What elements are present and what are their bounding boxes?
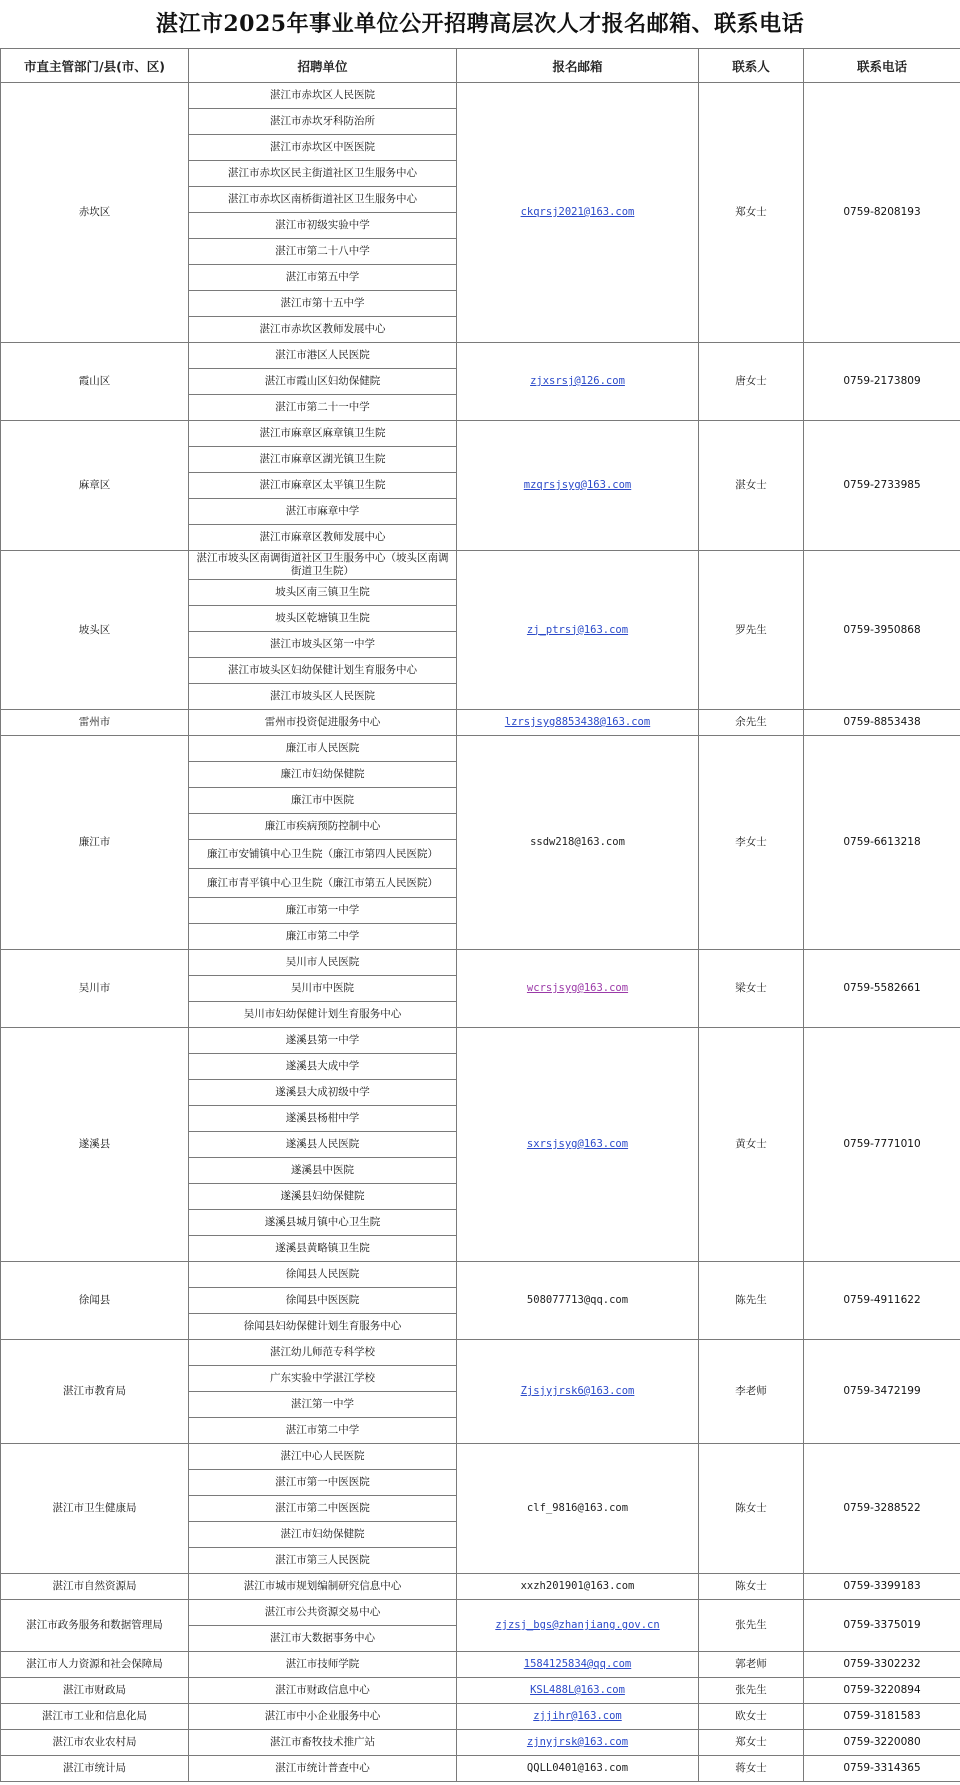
table-row [1,1704,960,1730]
email-link[interactable]: sxrsjsyg@163.com [526,1138,629,1150]
dept-cell: 湛江市教育局 [1,1340,189,1444]
unit-cell: 遂溪县杨柑中学 [189,1106,457,1132]
unit-cell: 湛江市坡头区人民医院 [189,684,457,710]
unit-cell: 湛江市第二十八中学 [189,239,457,265]
dept-cell: 吴川市 [1,950,189,1028]
email-text: clf_9816@163.com [526,1502,629,1514]
unit-cell: 雷州市投资促进服务中心 [189,710,457,736]
unit-cell: 湛江市统计普查中心 [189,1756,457,1782]
unit-cell: 坡头区乾塘镇卫生院 [189,606,457,632]
unit-cell: 遂溪县人民医院 [189,1132,457,1158]
unit-cell: 湛江市赤坎牙科防治所 [189,109,457,135]
email-text: ssdw218@163.com [530,836,625,848]
unit-cell: 湛江市麻章中学 [189,499,457,525]
unit-cell: 湛江市第二中医医院 [189,1496,457,1522]
phone-cell: 0759-5582661 [804,950,960,1028]
unit-cell: 湛江市麻章区麻章镇卫生院 [189,421,457,447]
unit-cell: 湛江中心人民医院 [189,1444,457,1470]
table-row [1,551,960,580]
email-cell [457,1262,699,1340]
unit-cell: 吴川市中医院 [189,976,457,1002]
unit-cell: 湛江市第二中学 [189,1418,457,1444]
email-cell [457,710,699,736]
dept-cell: 霞山区 [1,343,189,421]
email-cell [457,1340,699,1444]
unit-cell: 遂溪县城月镇中心卫生院 [189,1210,457,1236]
unit-cell: 湛江市财政信息中心 [189,1678,457,1704]
contact-cell: 蒋女士 [699,1756,804,1782]
unit-cell: 湛江市初级实验中学 [189,213,457,239]
contact-cell: 李女士 [699,736,804,950]
unit-cell: 湛江市技师学院 [189,1652,457,1678]
table-row [1,83,960,109]
email-link[interactable]: KSL488L@163.com [530,1684,625,1696]
header-phone: 联系电话 [804,49,960,83]
email-link[interactable]: wcrsjsyg@163.com [526,982,629,994]
unit-cell: 湛江市赤坎区民主街道社区卫生服务中心 [189,161,457,187]
phone-cell: 0759-3181583 [804,1704,960,1730]
phone-cell: 0759-3288522 [804,1444,960,1574]
contact-cell: 张先生 [699,1678,804,1704]
table-body [1,83,960,1782]
table-row [1,1028,960,1054]
dept-cell: 赤坎区 [1,83,189,343]
header-email: 报名邮箱 [457,49,699,83]
email-link[interactable]: zjzsj_bgs@zhanjiang.gov.cn [495,1619,660,1631]
dept-cell: 坡头区 [1,551,189,710]
dept-cell: 廉江市 [1,736,189,950]
unit-cell: 广东实验中学湛江学校 [189,1366,457,1392]
email-cell [457,83,699,343]
email-cell [457,1028,699,1262]
unit-cell: 湛江市第十五中学 [189,291,457,317]
email-link[interactable]: 1584125834@qq.com [523,1658,632,1670]
unit-cell: 湛江市赤坎区教师发展中心 [189,317,457,343]
unit-cell: 廉江市中医院 [189,788,457,814]
dept-cell: 湛江市人力资源和社会保障局 [1,1652,189,1678]
email-cell [457,1574,699,1600]
unit-cell: 吴川市人民医院 [189,950,457,976]
unit-cell: 徐闻县人民医院 [189,1262,457,1288]
unit-cell: 湛江市第五中学 [189,265,457,291]
dept-cell: 遂溪县 [1,1028,189,1262]
unit-cell: 湛江市畜牧技术推广站 [189,1730,457,1756]
dept-cell: 湛江市政务服务和数据管理局 [1,1600,189,1652]
unit-cell: 湛江市中小企业服务中心 [189,1704,457,1730]
table-row [1,421,960,447]
table-row [1,1574,960,1600]
contact-cell: 郑女士 [699,1730,804,1756]
phone-cell: 0759-2173809 [804,343,960,421]
email-text: 508077713@qq.com [526,1294,629,1306]
email-cell [457,950,699,1028]
dept-cell: 麻章区 [1,421,189,551]
header-dept: 市直主管部门/县(市、区) [1,49,189,83]
unit-cell: 湛江市港区人民医院 [189,343,457,369]
email-text: xxzh201901@163.com [520,1580,635,1592]
table-row [1,1262,960,1288]
email-cell [457,343,699,421]
unit-cell: 湛江市第二十一中学 [189,395,457,421]
email-cell [457,736,699,950]
contact-cell: 张先生 [699,1600,804,1652]
phone-cell: 0759-7771010 [804,1028,960,1262]
dept-cell: 雷州市 [1,710,189,736]
email-link[interactable]: Zjsjyjrsk6@163.com [520,1385,635,1397]
unit-cell: 廉江市人民医院 [189,736,457,762]
unit-cell: 湛江市坡头区第一中学 [189,632,457,658]
email-cell [457,421,699,551]
header-unit: 招聘单位 [189,49,457,83]
email-cell [457,1652,699,1678]
unit-cell: 坡头区南三镇卫生院 [189,580,457,606]
phone-cell: 0759-3472199 [804,1340,960,1444]
contact-cell: 罗先生 [699,551,804,710]
unit-cell: 廉江市青平镇中心卫生院（廉江市第五人民医院） [189,869,457,898]
phone-cell: 0759-8208193 [804,83,960,343]
email-link[interactable]: lzrsjsyg8853438@163.com [504,716,651,728]
phone-cell: 0759-2733985 [804,421,960,551]
unit-cell: 湛江市城市规划编制研究信息中心 [189,1574,457,1600]
phone-cell: 0759-3950868 [804,551,960,710]
dept-cell: 湛江市自然资源局 [1,1574,189,1600]
unit-cell: 廉江市安铺镇中心卫生院（廉江市第四人民医院） [189,840,457,869]
contact-cell: 欧女士 [699,1704,804,1730]
contact-cell: 梁女士 [699,950,804,1028]
unit-cell: 湛江市霞山区妇幼保健院 [189,369,457,395]
dept-cell: 湛江市财政局 [1,1678,189,1704]
email-link[interactable]: ckqrsj2021@163.com [520,206,635,218]
email-cell [457,1704,699,1730]
phone-cell: 0759-3220894 [804,1678,960,1704]
unit-cell: 湛江市公共资源交易中心 [189,1600,457,1626]
table-row [1,736,960,762]
email-cell [457,1730,699,1756]
dept-cell: 湛江市卫生健康局 [1,1444,189,1574]
unit-cell: 廉江市第二中学 [189,924,457,950]
email-cell [457,1444,699,1574]
dept-cell: 徐闻县 [1,1262,189,1340]
unit-cell: 湛江市妇幼保健院 [189,1522,457,1548]
unit-cell: 湛江市赤坎区人民医院 [189,83,457,109]
unit-cell: 廉江市第一中学 [189,898,457,924]
unit-cell: 湛江市麻章区教师发展中心 [189,525,457,551]
dept-cell: 湛江市农业农村局 [1,1730,189,1756]
unit-cell: 徐闻县妇幼保健计划生育服务中心 [189,1314,457,1340]
phone-cell: 0759-3220080 [804,1730,960,1756]
header-contact: 联系人 [699,49,804,83]
phone-cell: 0759-3314365 [804,1756,960,1782]
header-row [1,49,960,83]
contact-cell: 郑女士 [699,83,804,343]
unit-cell: 遂溪县妇幼保健院 [189,1184,457,1210]
contact-cell: 黄女士 [699,1028,804,1262]
unit-cell: 湛江市麻章区太平镇卫生院 [189,473,457,499]
email-link[interactable]: mzqrsjsyg@163.com [523,479,632,491]
unit-cell: 湛江市赤坎区中医医院 [189,135,457,161]
unit-cell: 遂溪县中医院 [189,1158,457,1184]
phone-cell: 0759-3399183 [804,1574,960,1600]
email-cell [457,1756,699,1782]
table-row [1,710,960,736]
unit-cell: 湛江市第三人民医院 [189,1548,457,1574]
phone-cell: 0759-6613218 [804,736,960,950]
table-row [1,950,960,976]
phone-cell: 0759-8853438 [804,710,960,736]
unit-cell: 湛江市坡头区妇幼保健计划生育服务中心 [189,658,457,684]
unit-cell: 遂溪县大成中学 [189,1054,457,1080]
contact-cell: 陈先生 [699,1262,804,1340]
page-title: 湛江市2025年事业单位公开招聘高层次人才报名邮箱、联系电话 [155,11,805,37]
phone-cell: 0759-4911622 [804,1262,960,1340]
table-row [1,1756,960,1782]
unit-cell: 湛江市大数据事务中心 [189,1626,457,1652]
email-link[interactable]: zjjihr@163.com [533,1710,622,1722]
unit-cell: 廉江市妇幼保健院 [189,762,457,788]
phone-cell: 0759-3375019 [804,1600,960,1652]
unit-cell: 廉江市疾病预防控制中心 [189,814,457,840]
table-row [1,1678,960,1704]
email-cell [457,1678,699,1704]
email-cell [457,1600,699,1652]
table-row [1,1340,960,1366]
unit-cell: 湛江市坡头区南调街道社区卫生服务中心（坡头区南调街道卫生院） [189,551,457,580]
unit-cell: 遂溪县大成初级中学 [189,1080,457,1106]
email-link[interactable]: zj_ptrsj@163.com [526,623,629,636]
contact-cell: 郭老师 [699,1652,804,1678]
unit-cell: 湛江市赤坎区南桥街道社区卫生服务中心 [189,187,457,213]
email-cell [457,551,699,710]
contact-cell: 陈女士 [699,1574,804,1600]
table-row [1,1600,960,1626]
table-row [1,1444,960,1470]
contact-table [0,48,960,1782]
unit-cell: 湛江市麻章区湖光镇卫生院 [189,447,457,473]
unit-cell: 遂溪县第一中学 [189,1028,457,1054]
email-link[interactable]: zjxsrsj@126.com [530,375,625,387]
unit-cell: 徐闻县中医医院 [189,1288,457,1314]
contact-cell: 湛女士 [699,421,804,551]
contact-cell: 唐女士 [699,343,804,421]
table-row [1,343,960,369]
contact-cell: 陈女士 [699,1444,804,1574]
unit-cell: 湛江第一中学 [189,1392,457,1418]
contact-cell: 余先生 [699,710,804,736]
unit-cell: 湛江幼儿师范专科学校 [189,1340,457,1366]
dept-cell: 湛江市工业和信息化局 [1,1704,189,1730]
email-text: QQLL0401@163.com [526,1762,629,1774]
phone-cell: 0759-3302232 [804,1652,960,1678]
unit-cell: 吴川市妇幼保健计划生育服务中心 [189,1002,457,1028]
table-row [1,1652,960,1678]
dept-cell: 湛江市统计局 [1,1756,189,1782]
email-link[interactable]: zjnyjrsk@163.com [526,1736,629,1748]
unit-cell: 湛江市第一中医医院 [189,1470,457,1496]
table-row [1,1730,960,1756]
unit-cell: 遂溪县黄略镇卫生院 [189,1236,457,1262]
contact-cell: 李老师 [699,1340,804,1444]
